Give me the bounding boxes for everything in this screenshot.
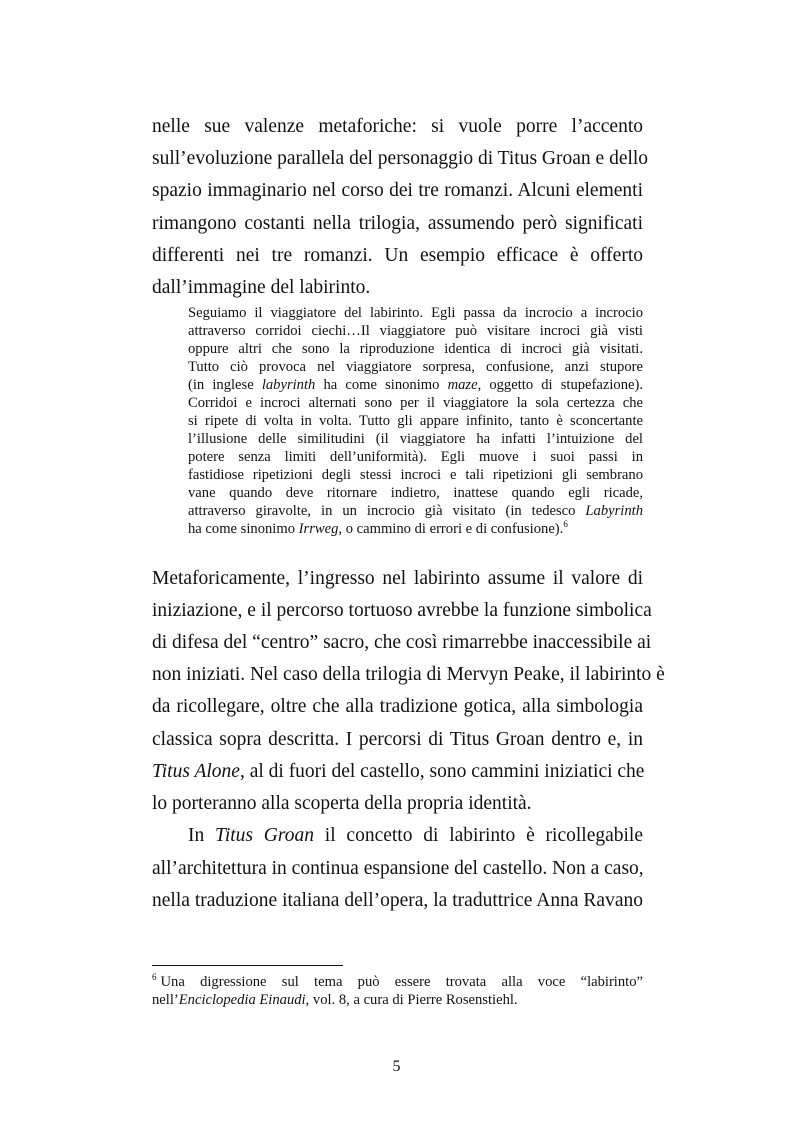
text-line: Metaforicamente, l’ingresso nel labirinto assume il valore di	[152, 568, 643, 589]
italic-term: maze	[447, 377, 478, 393]
italic-term: labyrinth	[261, 377, 316, 393]
text-line: classica sopra descritta. I percorsi di Titus Groan dentro e, in	[152, 729, 643, 750]
quote-line: attraverso corridoi ciechi…Il viaggiatore può visitare incroci già visti	[188, 323, 643, 339]
text-line: nella traduzione italiana dell’opera, la traduttrice Anna Ravano	[152, 890, 643, 911]
quote-line: Seguiamo il viaggiatore del labirinto. Egli passa da incrocio a incrocio	[188, 305, 643, 321]
text-line: rimangono costanti nella trilogia, assumendo però significati	[152, 213, 643, 234]
text-line: non iniziati. Nel caso della trilogia di Mervyn Peake, il labirinto è	[152, 664, 665, 685]
quote-line: Tutto ciò provoca nel viaggiatore sorpresa, confusione, anzi stupore	[188, 359, 643, 375]
quote-line: potere senza limiti dell’uniformità). Egli muove i suoi passi in	[188, 449, 643, 465]
quote-line: Corridoi e incroci alternati sono per il viaggiatore la sola certezza che	[188, 395, 643, 411]
italic-term: Irrweg	[298, 521, 339, 537]
quote-line: l’illusione delle similitudini (il viaggiatore ha infatti l’intuizione del	[188, 431, 643, 447]
quote-line: si ripete di volta in volta. Tutto gli appare infinito, tanto è sconcertante	[188, 413, 643, 429]
text-line: da ricollegare, oltre che alla tradizione gotica, alla simbologia	[152, 696, 643, 717]
text-line: spazio immaginario nel corso dei tre romanzi. Alcuni elementi	[152, 180, 643, 201]
page-number: 5	[392, 1058, 401, 1075]
italic-title: Titus Groan	[215, 825, 314, 846]
quote-line: attraverso giravolte, in un incrocio già visitato (in tedesco Labyrinth	[188, 503, 643, 519]
text-line: iniziazione, e il percorso tortuoso avrebbe la funzione simbolica	[152, 600, 652, 621]
quote-line: ha come sinonimo Irrweg, o cammino di errori e di confusione).$^6$	[188, 519, 568, 537]
italic-term: Labyrinth	[585, 503, 643, 519]
text-line: Titus Alone, al di fuori del castello, sono cammini iniziatici che	[152, 761, 645, 782]
text-line: In Titus Groan il concetto di labirinto è ricollegabile	[188, 825, 643, 846]
text-line: lo porteranno alla scoperta della propria identità.	[152, 793, 532, 814]
quote-line: (in inglese labyrinth ha come sinonimo maze, oggetto di stupefazione).	[188, 377, 643, 393]
italic-title: Titus Alone	[152, 761, 240, 782]
footnote-number: 6	[152, 972, 157, 982]
quote-line: fastidiose ripetizioni degli stessi incroci e tali ripetizioni gli sembrano	[188, 467, 643, 483]
footnote-divider	[152, 965, 343, 966]
footnote-reference[interactable]: 6	[563, 519, 568, 529]
quote-line: vane quando deve ritornare indietro, inattese quando egli ricade,	[188, 485, 643, 501]
text-line: di difesa del “centro” sacro, che così rimarrebbe inaccessibile ai	[152, 632, 652, 653]
text-line: sull’evoluzione parallela del personaggio di Titus Groan e dello	[152, 148, 649, 169]
text-line: differenti nei tre romanzi. Un esempio efficace è offerto	[152, 245, 643, 266]
text-line: dall’immagine del labirinto.	[152, 277, 371, 298]
text-line: all’architettura in continua espansione del castello. Non a caso,	[152, 858, 644, 879]
text-line: nelle sue valenze metaforiche: si vuole porre l’accento	[152, 116, 643, 137]
footnote-line: $^6$ Una digressione sul tema può essere trovata alla voce “labirinto”	[152, 972, 643, 990]
quote-line: oppure altri che sono la riproduzione identica di incroci già visitati.	[188, 341, 643, 357]
footnote-line: nell’Enciclopedia Einaudi, vol. 8, a cura di Pierre Rosenstiehl.	[152, 992, 518, 1008]
italic-title: Enciclopedia Einaudi	[178, 992, 306, 1008]
